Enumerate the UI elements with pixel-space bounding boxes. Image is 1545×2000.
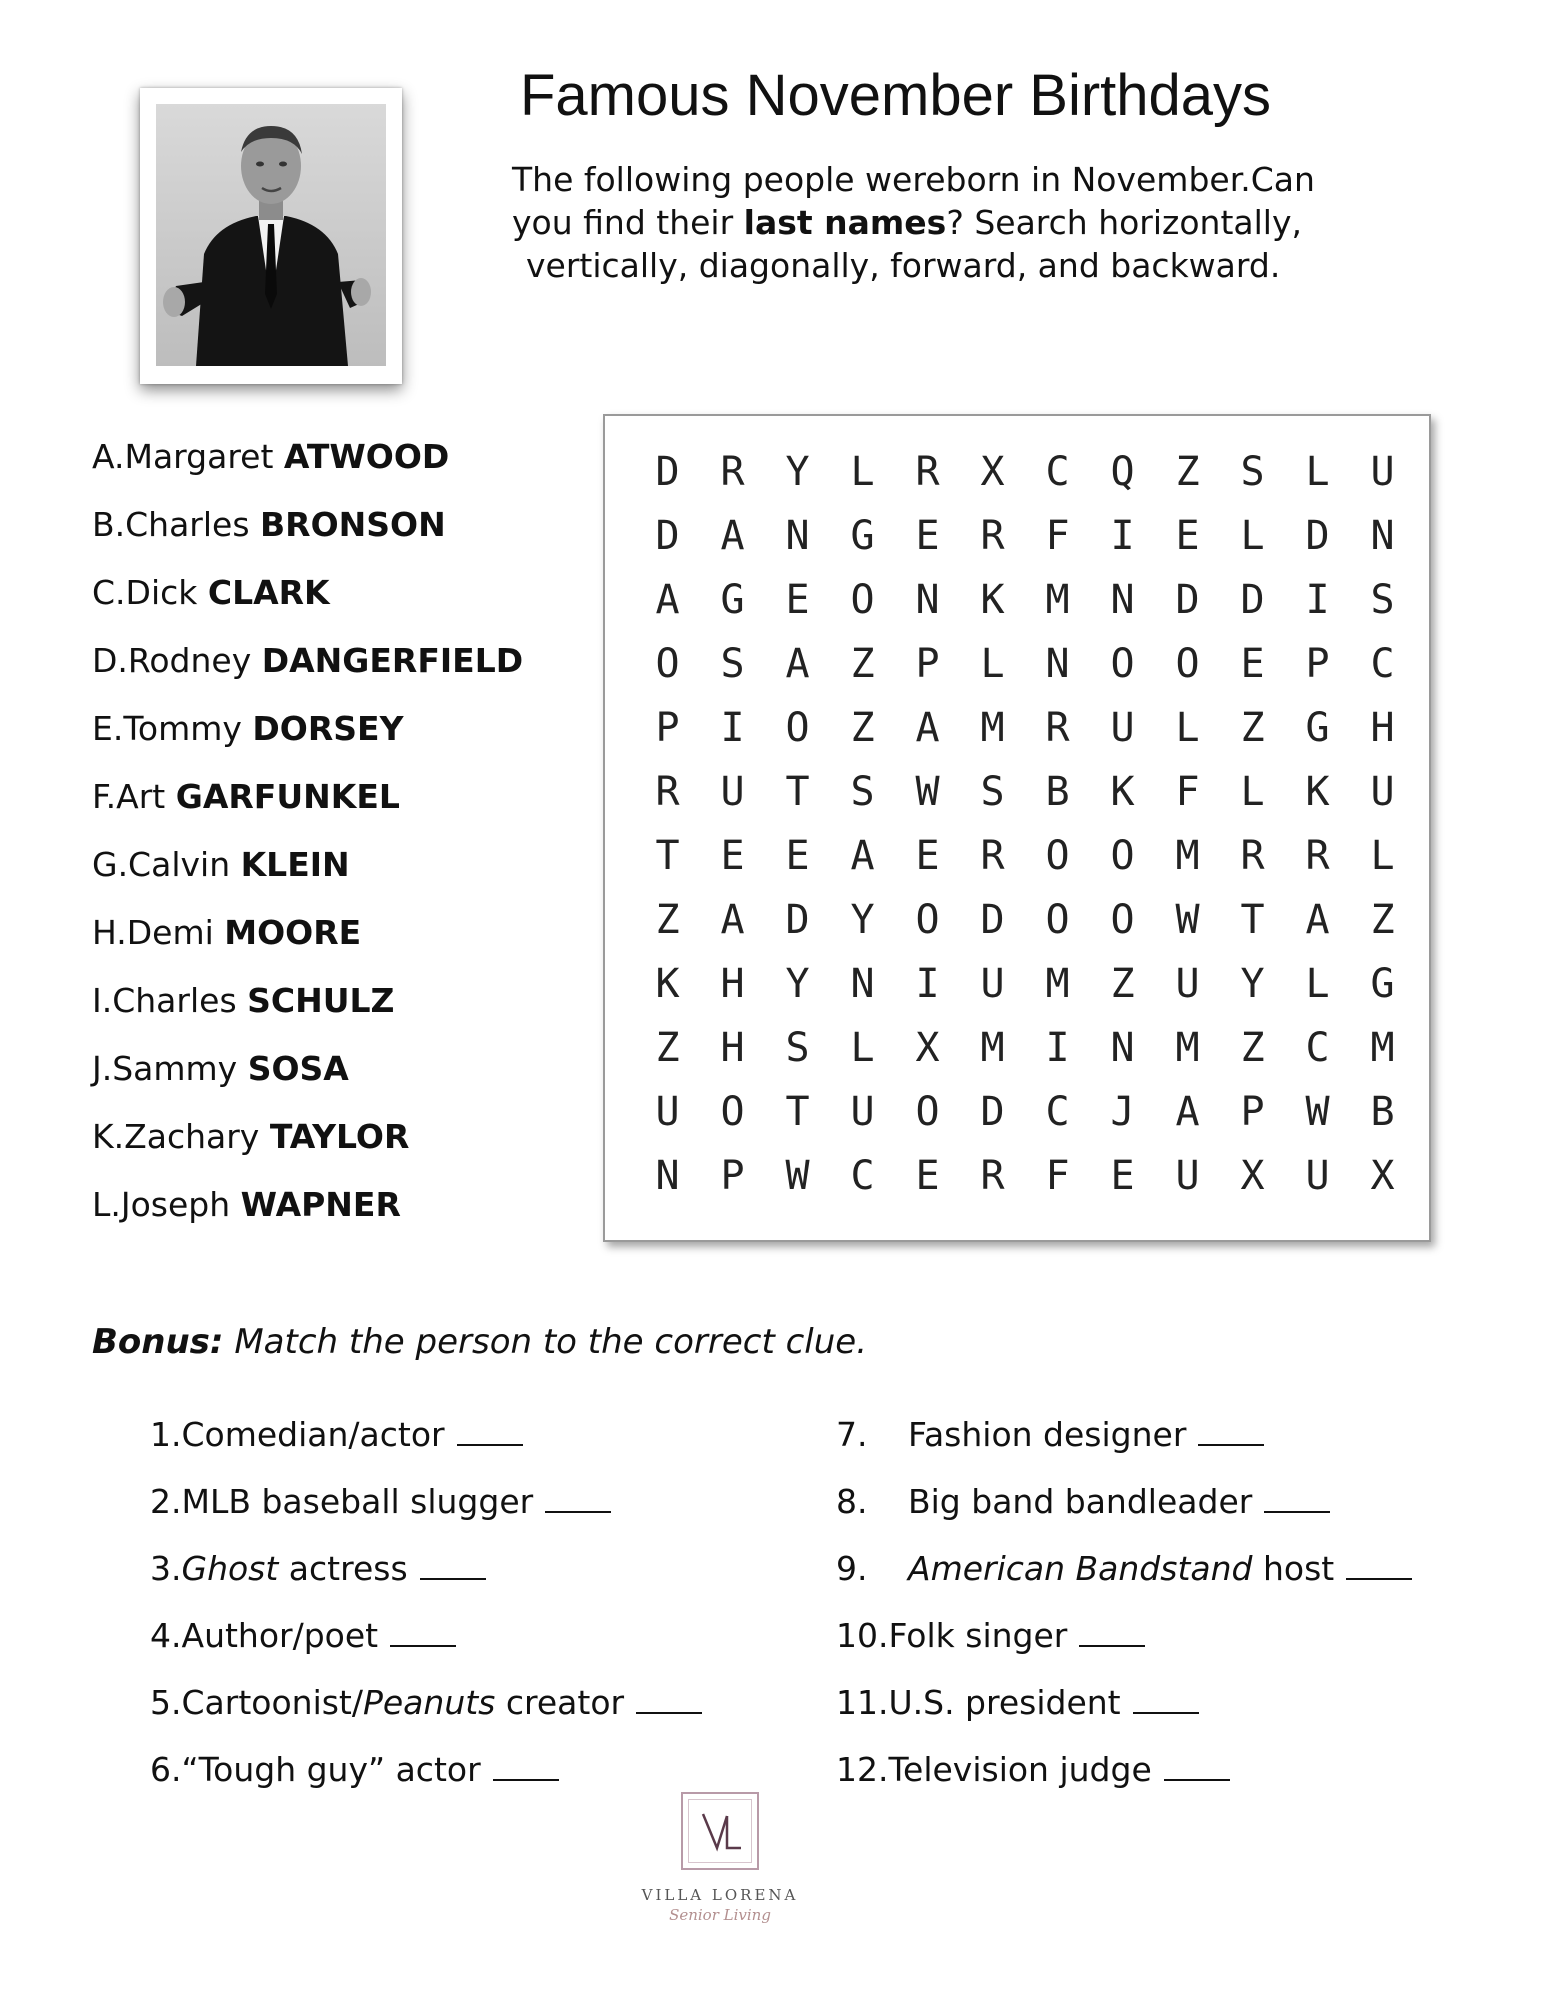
bonus-text: Match the person to the correct clue. (223, 1322, 868, 1362)
grid-letter[interactable]: T (1240, 897, 1265, 943)
answer-blank[interactable] (390, 1615, 456, 1647)
clue-text: U.S. president (888, 1683, 1121, 1722)
grid-letter[interactable]: X (980, 449, 1005, 495)
grid-letter[interactable]: X (915, 1025, 940, 1071)
grid-letter[interactable]: N (1110, 1025, 1135, 1071)
clue-text: Author/poet (181, 1616, 379, 1655)
clue-number: 6. (150, 1750, 182, 1789)
grid-letter[interactable]: E (1110, 1153, 1135, 1199)
grid-letter[interactable]: N (1110, 577, 1135, 623)
bonus-heading (92, 1322, 867, 1362)
clue-text: MLB baseball slugger (181, 1482, 534, 1521)
grid-letter[interactable]: A (720, 897, 745, 943)
grid-letter[interactable]: L (1240, 513, 1265, 559)
grid-letter[interactable]: K (1110, 769, 1135, 815)
grid-letter[interactable]: C (1045, 449, 1070, 495)
name-item (92, 840, 523, 908)
clue-item (150, 1745, 702, 1812)
grid-letter[interactable]: K (980, 577, 1005, 623)
clue-number: 7. (836, 1415, 868, 1454)
grid-letter[interactable]: Z (850, 705, 875, 751)
grid-letter[interactable]: Z (1175, 449, 1200, 495)
clue-number: 8. (836, 1482, 868, 1521)
grid-letter[interactable]: G (850, 513, 875, 559)
clue-italic: Ghost (181, 1549, 279, 1588)
first-name: H.Demi (92, 913, 225, 952)
name-item (92, 1112, 523, 1180)
answer-blank[interactable] (545, 1481, 611, 1513)
grid-letter[interactable]: S (720, 641, 745, 687)
last-name: CLARK (207, 573, 330, 612)
first-name: J.Sammy (92, 1049, 248, 1088)
grid-letter[interactable]: N (785, 513, 810, 559)
grid-letter[interactable]: Z (1370, 897, 1395, 943)
grid-letter[interactable]: I (1305, 577, 1330, 623)
grid-letter[interactable]: O (655, 641, 680, 687)
clue-text: Big band bandleader (908, 1482, 1253, 1521)
grid-letter[interactable]: R (980, 833, 1005, 879)
grid-letter[interactable]: L (1175, 705, 1200, 751)
grid-letter[interactable]: Z (655, 1025, 680, 1071)
last-name: GARFUNKEL (175, 777, 400, 816)
answer-blank[interactable] (1198, 1414, 1264, 1446)
word-search-box (603, 414, 1431, 1242)
grid-letter[interactable]: M (1175, 1025, 1200, 1071)
grid-letter[interactable]: S (1240, 449, 1265, 495)
clue-list-right (836, 1410, 1412, 1812)
clue-number: 10. (836, 1616, 889, 1655)
word-search-grid (635, 440, 1415, 1208)
clue-number: 12. (836, 1750, 889, 1789)
grid-letter[interactable]: A (1305, 897, 1330, 943)
instructions-line-1: The following people wereborn in November.Can (512, 160, 1315, 199)
grid-letter[interactable]: R (720, 449, 745, 495)
clue-text: Cartoonist/ (181, 1683, 363, 1722)
last-name: DANGERFIELD (261, 641, 524, 680)
clue-text: Folk singer (888, 1616, 1068, 1655)
grid-letter[interactable]: U (1110, 705, 1135, 751)
page-title: Famous November Birthdays (520, 63, 1272, 128)
grid-letter[interactable]: G (720, 577, 745, 623)
grid-letter[interactable]: O (1110, 641, 1135, 687)
instructions-emphasis: last names (743, 203, 947, 242)
grid-letter[interactable]: D (785, 897, 810, 943)
answer-blank[interactable] (420, 1548, 486, 1580)
clue-item (836, 1678, 1412, 1745)
grid-letter[interactable]: W (915, 769, 940, 815)
clue-item (150, 1544, 702, 1611)
grid-letter[interactable]: E (785, 833, 810, 879)
first-name: A.Margaret (92, 437, 284, 476)
grid-letter[interactable]: O (1110, 897, 1135, 943)
grid-letter[interactable]: B (1045, 769, 1070, 815)
grid-letter[interactable]: D (655, 449, 680, 495)
grid-letter[interactable]: R (1240, 833, 1265, 879)
grid-letter[interactable]: A (850, 833, 875, 879)
grid-letter[interactable]: D (980, 897, 1005, 943)
clue-italic: American Bandstand (908, 1549, 1253, 1588)
grid-letter[interactable]: P (915, 641, 940, 687)
grid-letter[interactable]: A (785, 641, 810, 687)
clue-number: 9. (836, 1549, 868, 1588)
grid-letter[interactable]: E (720, 833, 745, 879)
grid-letter[interactable]: O (850, 577, 875, 623)
clue-item (836, 1544, 1412, 1611)
grid-letter[interactable]: P (655, 705, 680, 751)
grid-letter[interactable]: L (1305, 449, 1330, 495)
name-item (92, 976, 523, 1044)
grid-letter[interactable]: S (850, 769, 875, 815)
clue-item (836, 1477, 1412, 1544)
grid-letter[interactable]: L (850, 1025, 875, 1071)
grid-letter[interactable]: Z (1240, 1025, 1265, 1071)
grid-letter[interactable]: U (720, 769, 745, 815)
instructions (512, 158, 1412, 287)
grid-letter[interactable]: N (850, 961, 875, 1007)
instructions-line-3: vertically, diagonally, forward, and backward. (526, 246, 1281, 285)
grid-letter[interactable]: I (915, 961, 940, 1007)
grid-letter[interactable]: O (915, 897, 940, 943)
clue-italic: Peanuts (362, 1683, 496, 1722)
grid-letter[interactable]: Z (1110, 961, 1135, 1007)
grid-letter[interactable]: Y (785, 449, 810, 495)
grid-letter[interactable]: U (1370, 449, 1395, 495)
grid-letter[interactable]: L (1370, 833, 1395, 879)
grid-letter[interactable]: D (1175, 577, 1200, 623)
clue-number: 4. (150, 1616, 182, 1655)
first-name: D.Rodney (92, 641, 262, 680)
name-item (92, 500, 523, 568)
instructions-line-2 (512, 201, 1412, 244)
clue-item (150, 1611, 702, 1678)
grid-letter[interactable]: N (1045, 641, 1070, 687)
grid-letter[interactable]: M (1045, 577, 1070, 623)
clue-text: Fashion designer (908, 1415, 1187, 1454)
grid-letter[interactable]: W (1175, 897, 1200, 943)
answer-blank[interactable] (457, 1414, 523, 1446)
grid-letter[interactable]: R (980, 513, 1005, 559)
grid-letter[interactable]: C (1305, 1025, 1330, 1071)
clue-text-post: host (1252, 1549, 1335, 1588)
clue-number: 5. (150, 1683, 182, 1722)
comedian-photo (140, 88, 402, 384)
last-name: SOSA (247, 1049, 349, 1088)
grid-letter[interactable]: I (720, 705, 745, 751)
name-item (92, 772, 523, 840)
name-item (92, 1044, 523, 1112)
grid-letter[interactable]: T (655, 833, 680, 879)
grid-letter[interactable]: J (1110, 1089, 1135, 1135)
last-name: DORSEY (252, 709, 404, 748)
answer-blank[interactable] (636, 1682, 702, 1714)
grid-letter[interactable]: Z (1240, 705, 1265, 751)
grid-letter[interactable]: H (720, 961, 745, 1007)
monogram-vl-icon (683, 1794, 757, 1868)
grid-letter[interactable]: Z (850, 641, 875, 687)
grid-letter[interactable]: G (1305, 705, 1330, 751)
grid-letter[interactable]: U (850, 1089, 875, 1135)
grid-letter[interactable]: B (1370, 1089, 1395, 1135)
name-item (92, 568, 523, 636)
grid-letter[interactable]: U (1175, 1153, 1200, 1199)
clue-text-post: actress (278, 1549, 408, 1588)
grid-letter[interactable]: L (1240, 769, 1265, 815)
name-item (92, 704, 523, 772)
comedian-photo-image (156, 104, 386, 366)
grid-letter[interactable]: L (1305, 961, 1330, 1007)
clue-item (836, 1611, 1412, 1678)
grid-letter[interactable]: F (1045, 513, 1070, 559)
grid-letter[interactable]: L (850, 449, 875, 495)
clue-text: “Tough guy” actor (181, 1750, 481, 1789)
grid-letter[interactable]: K (655, 961, 680, 1007)
name-item (92, 636, 523, 704)
clue-list-left (150, 1410, 702, 1812)
clue-text: Television judge (888, 1750, 1152, 1789)
clue-text: Comedian/actor (181, 1415, 445, 1454)
clue-text-post: creator (495, 1683, 625, 1722)
clue-number: 1. (150, 1415, 182, 1454)
grid-letter[interactable]: T (785, 769, 810, 815)
grid-letter[interactable]: M (1045, 961, 1070, 1007)
grid-letter[interactable]: C (1370, 641, 1395, 687)
grid-letter[interactable]: U (980, 961, 1005, 1007)
first-name: I.Charles (92, 981, 248, 1020)
grid-letter[interactable]: L (980, 641, 1005, 687)
grid-letter[interactable]: M (1370, 1025, 1395, 1071)
clue-item (836, 1410, 1412, 1477)
name-item (92, 1180, 523, 1248)
logo-tagline: Senior Living (669, 1906, 771, 1924)
grid-letter[interactable]: U (1370, 769, 1395, 815)
clue-item (150, 1678, 702, 1745)
last-name: WAPNER (240, 1185, 401, 1224)
grid-letter[interactable]: N (655, 1153, 680, 1199)
answer-blank[interactable] (1346, 1548, 1412, 1580)
bonus-label: Bonus: (92, 1322, 224, 1362)
answer-blank[interactable] (1079, 1615, 1145, 1647)
clue-item (836, 1745, 1412, 1812)
grid-letter[interactable]: O (1175, 641, 1200, 687)
logo-monogram (681, 1792, 759, 1870)
grid-letter[interactable]: H (720, 1025, 745, 1071)
grid-letter[interactable]: U (655, 1089, 680, 1135)
first-name: E.Tommy (92, 709, 253, 748)
grid-letter[interactable]: E (1240, 641, 1265, 687)
grid-letter[interactable]: E (1175, 513, 1200, 559)
grid-letter[interactable]: O (915, 1089, 940, 1135)
first-name: K.Zachary (92, 1117, 270, 1156)
clue-item (150, 1477, 702, 1544)
instructions-text: ? Search horizontally, (946, 203, 1302, 242)
grid-letter[interactable]: A (655, 577, 680, 623)
last-name: SCHULZ (247, 981, 395, 1020)
name-list (92, 432, 523, 1248)
grid-letter[interactable]: R (655, 769, 680, 815)
logo-brand: VILLA LORENA (641, 1886, 799, 1904)
grid-letter[interactable]: A (1175, 1089, 1200, 1135)
grid-letter[interactable]: T (785, 1089, 810, 1135)
grid-letter[interactable]: F (1175, 769, 1200, 815)
last-name: TAYLOR (269, 1117, 410, 1156)
grid-letter[interactable]: F (1045, 1153, 1070, 1199)
grid-letter[interactable]: H (1370, 705, 1395, 751)
grid-letter[interactable]: A (915, 705, 940, 751)
first-name: G.Calvin (92, 845, 241, 884)
grid-letter[interactable]: Y (850, 897, 875, 943)
last-name: BRONSON (260, 505, 446, 544)
grid-letter[interactable]: M (980, 1025, 1005, 1071)
answer-blank[interactable] (1164, 1749, 1230, 1781)
grid-letter[interactable]: O (1045, 897, 1070, 943)
grid-letter[interactable]: C (850, 1153, 875, 1199)
answer-blank[interactable] (1264, 1481, 1330, 1513)
name-item (92, 908, 523, 976)
villa-lorena-logo (640, 1792, 800, 1924)
grid-letter[interactable]: D (1240, 577, 1265, 623)
grid-letter[interactable]: U (1175, 961, 1200, 1007)
grid-letter[interactable]: E (915, 1153, 940, 1199)
grid-letter[interactable]: E (785, 577, 810, 623)
grid-letter[interactable]: A (720, 513, 745, 559)
answer-blank[interactable] (1133, 1682, 1199, 1714)
grid-letter[interactable]: E (915, 833, 940, 879)
grid-letter[interactable]: Y (785, 961, 810, 1007)
grid-letter[interactable]: D (980, 1089, 1005, 1135)
last-name: ATWOOD (283, 437, 450, 476)
name-item (92, 432, 523, 500)
grid-letter[interactable]: S (785, 1025, 810, 1071)
first-name: C.Dick (92, 573, 208, 612)
grid-letter[interactable]: S (980, 769, 1005, 815)
answer-blank[interactable] (493, 1749, 559, 1781)
grid-letter[interactable]: M (1175, 833, 1200, 879)
grid-letter[interactable]: I (1110, 513, 1135, 559)
grid-letter[interactable]: M (980, 705, 1005, 751)
grid-letter[interactable]: P (720, 1153, 745, 1199)
grid-letter[interactable]: G (1370, 961, 1395, 1007)
grid-letter[interactable]: K (1305, 769, 1330, 815)
grid-letter[interactable]: P (1305, 641, 1330, 687)
grid-letter[interactable]: P (1240, 1089, 1265, 1135)
grid-letter[interactable]: W (1305, 1089, 1330, 1135)
first-name: L.Joseph (92, 1185, 241, 1224)
grid-letter[interactable]: D (655, 513, 680, 559)
grid-letter[interactable]: X (1370, 1153, 1395, 1199)
grid-letter[interactable]: Q (1110, 449, 1135, 495)
clue-number: 2. (150, 1482, 182, 1521)
grid-letter[interactable]: E (915, 513, 940, 559)
clue-item (150, 1410, 702, 1477)
grid-letter[interactable]: R (1305, 833, 1330, 879)
grid-letter[interactable]: O (1110, 833, 1135, 879)
grid-letter[interactable]: C (1045, 1089, 1070, 1135)
grid-letter[interactable]: R (1045, 705, 1070, 751)
grid-letter[interactable]: R (980, 1153, 1005, 1199)
grid-letter[interactable]: N (1370, 513, 1395, 559)
first-name: F.Art (92, 777, 176, 816)
first-name: B.Charles (92, 505, 261, 544)
grid-letter[interactable]: Y (1240, 961, 1265, 1007)
grid-letter[interactable]: O (720, 1089, 745, 1135)
clue-number: 11. (836, 1683, 889, 1722)
grid-letter[interactable]: I (1045, 1025, 1070, 1071)
grid-letter[interactable]: R (915, 449, 940, 495)
grid-letter[interactable]: O (785, 705, 810, 751)
grid-letter[interactable]: U (1305, 1153, 1330, 1199)
grid-letter[interactable]: S (1370, 577, 1395, 623)
grid-letter[interactable]: X (1240, 1153, 1265, 1199)
clue-number: 3. (150, 1549, 182, 1588)
grid-letter[interactable]: N (915, 577, 940, 623)
grid-letter[interactable]: Z (655, 897, 680, 943)
grid-letter[interactable]: D (1305, 513, 1330, 559)
instructions-text: you find their (512, 203, 744, 242)
grid-letter[interactable]: O (1045, 833, 1070, 879)
grid-letter[interactable]: W (785, 1153, 810, 1199)
last-name: KLEIN (240, 845, 350, 884)
last-name: MOORE (224, 913, 362, 952)
